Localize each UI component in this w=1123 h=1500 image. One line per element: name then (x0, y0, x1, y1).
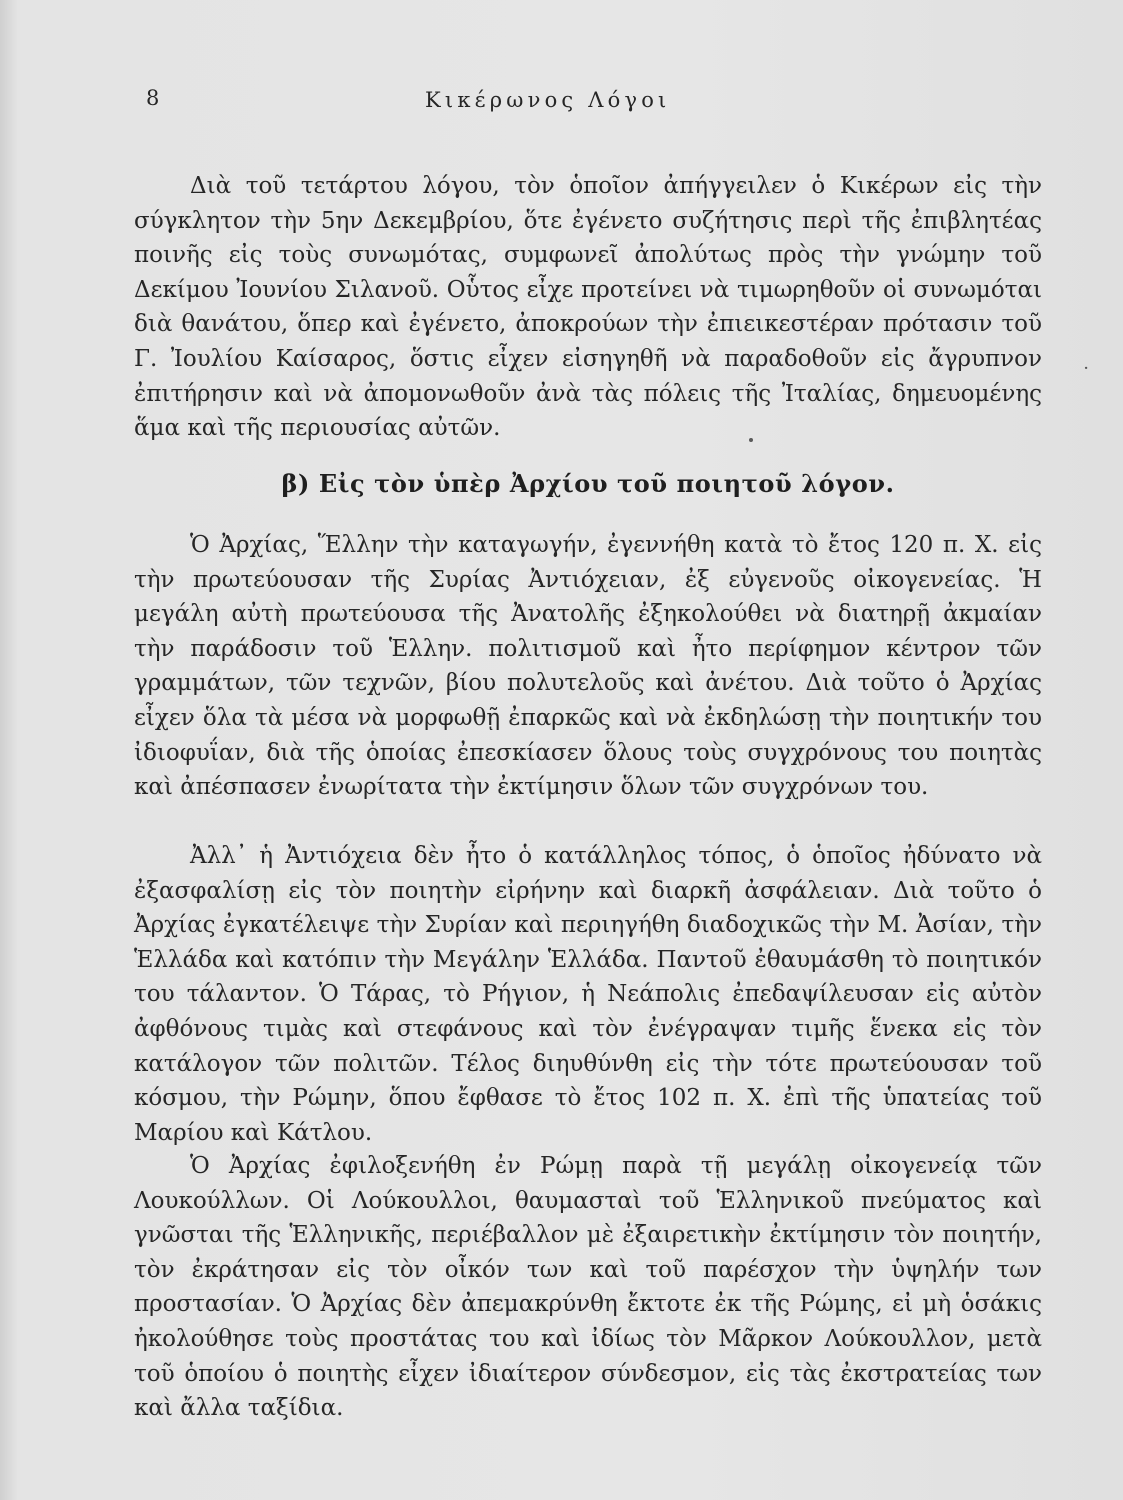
paragraph-archias-rome: Ὁ Ἀρχίας ἐφιλοξενήθη ἐν Ρώμῃ παρὰ τῇ μεγάλῃ οἰκογενείᾳ τῶν Λουκούλλων. Οἱ Λούκουλλοι, θαυμασταὶ τοῦ Ἑλληνικοῦ πνεύματος καὶ γνῶσται τῆς Ἑλληνικῆς, περιέβαλλον μὲ ἐξαιρετικὴν ἐκτίμησιν τὸν ποιητήν, τὸν ἐκράτησαν εἰς τὸν οἶκόν των καὶ τοῦ παρέσχον τὴν ὑψηλήν των προστασίαν. Ὁ Ἀρχίας δὲν ἀπεμακρύνθη ἔκτοτε ἐκ τῆς Ρώμης, εἰ μὴ ὁσάκις ἠκολούθησε τοὺς προστάτας του καὶ ἰδίως τὸν Μᾶρκον Λούκουλλον, μετὰ τοῦ ὁποίου ὁ ποιητὴς εἶχεν ἰδιαίτερον σύνδεσμον, εἰς τὰς ἐκστρατείας των καὶ ἄλλα ταξίδια. (134, 1153, 1042, 1422)
page-number: 8 (146, 86, 160, 110)
print-speck (749, 438, 753, 442)
margin-mark: · (1083, 358, 1089, 379)
paragraph-archias-origin: Ὁ Ἀρχίας, Ἕλλην τὴν καταγωγήν, ἐγεννήθη κατὰ τὸ ἔτος 120 π. Χ. εἰς τὴν πρωτεύουσαν τῆς Συρίας Ἀντιόχειαν, ἐξ εὐγενοῦς οἰκογενείας. Ἡ μεγάλη αὐτὴ πρωτεύουσα τῆς Ἀνατολῆς ἐξηκολούθει νὰ διατηρῇ ἀκμαίαν τὴν παράδοσιν τοῦ Ἑλλην. πολιτισμοῦ καὶ ἦτο περίφημον κέντρον τῶν γραμμάτων, τῶν τεχνῶν, βίου πολυτελοῦς καὶ ἀνέτου. Διὰ τοῦτο ὁ Ἀρχίας εἶχεν ὅλα τὰ μέσα νὰ μορφωθῇ ἐπαρκῶς καὶ νὰ ἐκδηλώσῃ τὴν ποιητικήν του ἰδιοφυΐαν, διὰ τῆς ὁποίας ἐπεσκίασεν ὅλους τοὺς συγχρόνους του ποιητὰς καὶ ἀπέσπασεν ἐνωρίτατα τὴν ἐκτίμησιν ὅλων τῶν συγχρόνων του. (134, 532, 1042, 801)
section-title: β) Εἰς τὸν ὑπὲρ Ἀρχίου τοῦ ποιητοῦ λόγον. (281, 468, 895, 498)
paragraph-archias-travels: Ἀλλ᾿ ἡ Ἀντιόχεια δὲν ἦτο ὁ κατάλληλος τόπος, ὁ ὁποῖος ἠδύνατο νὰ ἐξασφαλίσῃ εἰς τὸν ποιητὴν εἰρήνην καὶ διαρκῆ ἀσφάλειαν. Διὰ τοῦτο ὁ Ἀρχίας ἐγκατέλειψε τὴν Συρίαν καὶ περιηγήθη διαδοχικῶς τὴν Μ. Ἀσίαν, τὴν Ἑλλάδα καὶ κατόπιν τὴν Μεγάλην Ἑλλάδα. Παντοῦ ἐθαυμάσθη τὸ ποιητικόν του τάλαντον. Ὁ Τάρας, τὸ Ρήγιον, ἡ Νεάπολις ἐπεδαψίλευσαν εἰς αὐτὸν ἀφθόνους τιμὰς καὶ στεφάνους καὶ τὸν ἐνέγραψαν τιμῆς ἕνεκα εἰς τὸν κατάλογον τῶν πολιτῶν. Τέλος διηυθύνθη εἰς τὴν τότε πρωτεύουσαν τοῦ κόσμου, τὴν Ρώμην, ὅπου ἔφθασε τὸ ἔτος 102 π. Χ. ἐπὶ τῆς ὑπατείας τοῦ Μαρίου καὶ Κάτλου. (134, 843, 1042, 1146)
running-title: Κικέρωνος Λόγοι (425, 88, 671, 112)
paragraph-fourth-oration: Διὰ τοῦ τετάρτου λόγου, τὸν ὁποῖον ἀπήγγειλεν ὁ Κικέρων εἰς τὴν σύγκλητον τὴν 5ην Δεκεμβρίου, ὅτε ἐγένετο συζήτησις περὶ τῆς ἐπιβλητέας ποινῆς εἰς τοὺς συνωμότας, συμφωνεῖ ἀπολύτως πρὸς τὴν γνώμην τοῦ Δεκίμου Ἰουνίου Σιλανοῦ. Οὗτος εἶχε προτείνει νὰ τιμωρηθοῦν οἱ συνωμόται διὰ θανάτου, ὅπερ καὶ ἐγένετο, ἀποκρούων τὴν ἐπιεικεστέραν πρότασιν τοῦ Γ. Ἰουλίου Καίσαρος, ὅστις εἶχεν εἰσηγηθῆ νὰ παραδοθοῦν εἰς ἄγρυπνον ἐπιτήρησιν καὶ νὰ ἀπομονωθοῦν ἀνὰ τὰς πόλεις τῆς Ἰταλίας, δημευομένης ἅμα καὶ τῆς περιουσίας αὐτῶν. (134, 173, 1042, 442)
